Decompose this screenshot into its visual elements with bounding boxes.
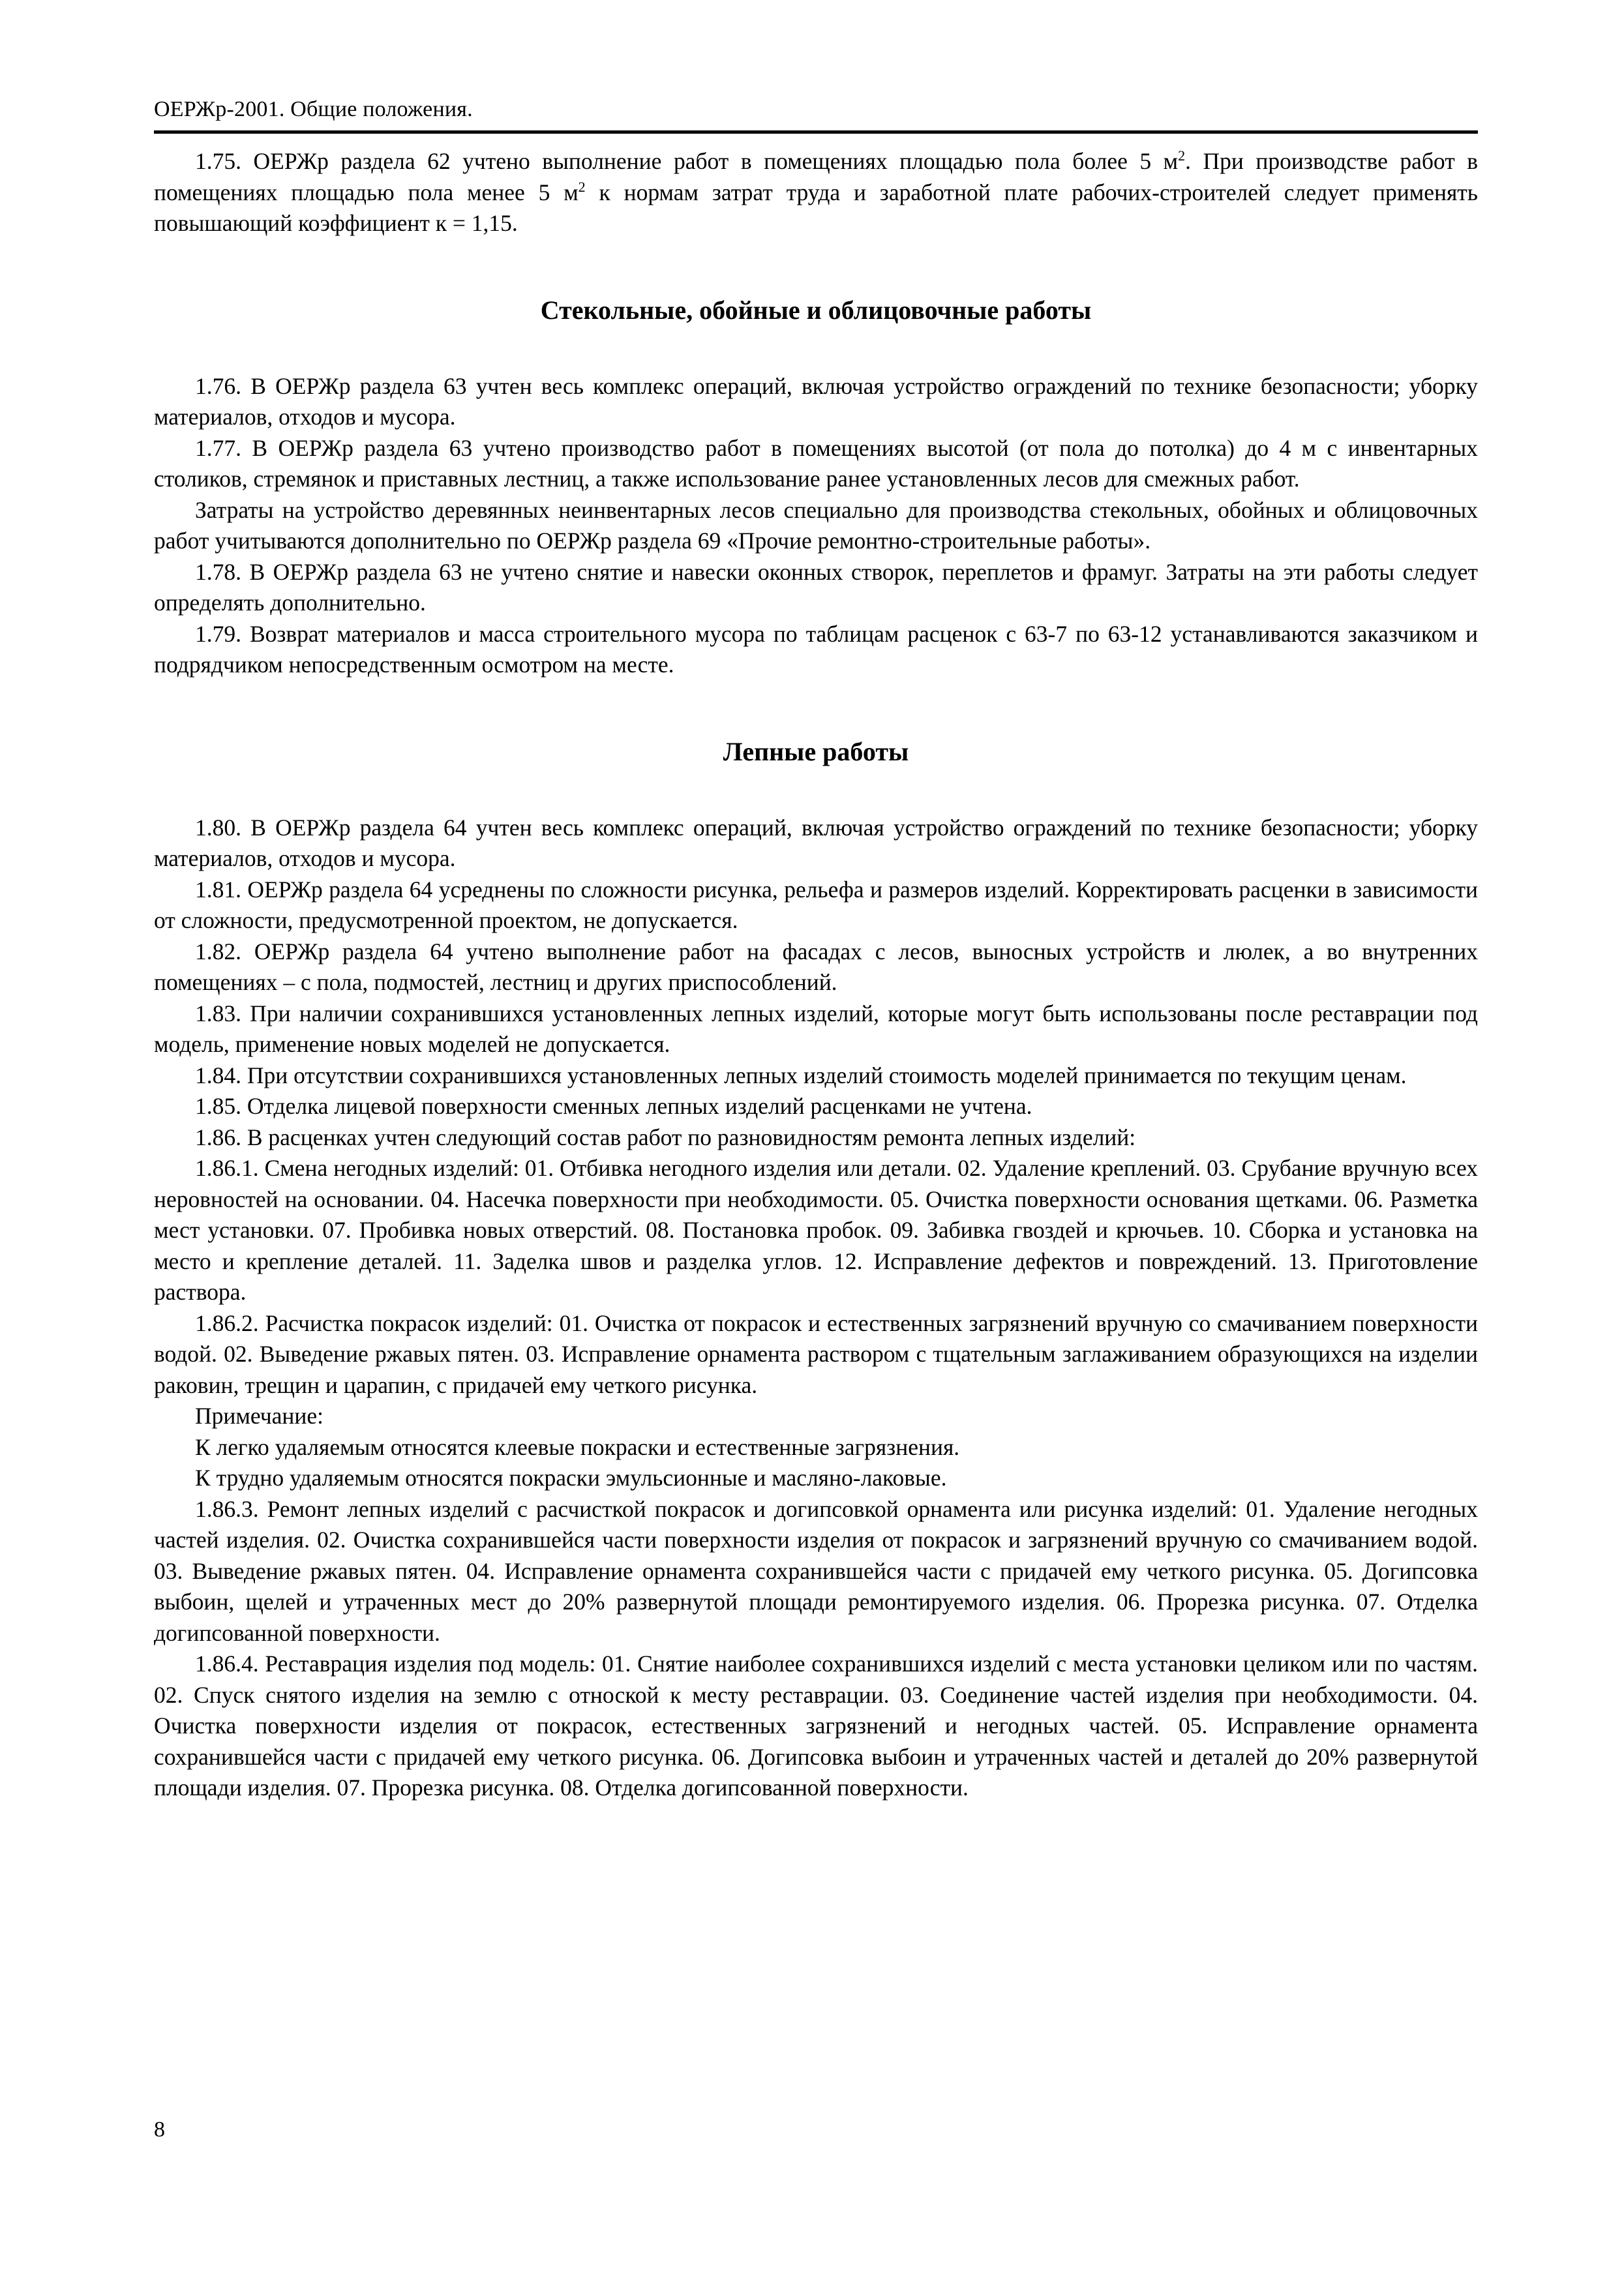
page-body <box>154 146 1478 1804</box>
paragraph-1-85: 1.85. Отделка лицевой поверхности сменных лепных изделий расценками не учтена. <box>195 1093 1032 1119</box>
paragraph-text: к нормам затрат труда и заработной плате рабочих-строителей следует применять повышающий коэффициент к = 1,15. <box>154 179 1478 236</box>
paragraph-1-75 <box>154 146 1478 239</box>
paragraph-1-86-2: 1.86.2. Расчистка покрасок изделий: 01. Очистка от покрасок и естественных загрязнений вручную со смачиванием поверхности водой. 02. Выведение ржавых пятен. 03. Исправление орнамента раствором с тщательным заглаживанием образующихся на изделии раковин, трещин и царапин, с придачей ему четкого рисунка. <box>154 1309 1478 1398</box>
section-heading-molding: Лепные работы <box>723 736 909 766</box>
paragraph-1-86-3: 1.86.3. Ремонт лепных изделий с расчисткой покрасок и догипсовкой орнамента или рисунка изделий: 01. Удаление негодных частей изделия. 02. Очистка сохранившейся части поверхности изделия от покрасок и загрязнений вручную со смачиванием водой. 03. Выведение ржавых пятен. 04. Исправление орнамента сохранившейся части с придачей ему четкого рисунка. 05. Догипсовка выбоин, щелей и утраченных мест до 20% развернутой площади ремонтируемого изделия. 06. Прорезка рисунка. 07. Отделка догипсованной поверхности. <box>154 1495 1478 1646</box>
paragraph-1-79: 1.79. Возврат материалов и масса строительного мусора по таблицам расценок с 63-7 по 63-12 устанавливаются заказчиком и подрядчиком непосредственным осмотром на месте. <box>154 620 1478 678</box>
paragraph-1-86-4: 1.86.4. Реставрация изделия под модель: 01. Снятие наиболее сохранившихся изделий с места установки целиком или по частям. 02. Спуск снятого изделия на землю с отноской к месту реставрации. 03. Соединение частей изделия при необходимости. 04. Очистка поверхности изделия от покрасок, естественных загрязнений и негодных частей. 05. Исправление орнамента сохранившейся части с придачей ему четкого рисунка. 06. Догипсовка выбоин и утраченных частей и деталей до 20% развернутой площади изделия. 07. Прорезка рисунка. 08. Отделка догипсованной поверхности. <box>154 1651 1478 1801</box>
note-hard-removal: К трудно удаляемым относятся покраски эмульсионные и масляно-лаковые. <box>195 1465 947 1491</box>
note-easy-removal: К легко удаляемым относятся клеевые покраски и естественные загрязнения. <box>195 1433 960 1460</box>
paragraph-1-82: 1.82. ОЕРЖр раздела 64 учтено выполнение работ на фасадах с лесов, выносных устройств и люлек, а во внутренних помещениях – с пола, подмостей, лестниц и других приспособлений. <box>154 938 1478 995</box>
paragraph-1-86: 1.86. В расценках учтен следующий состав работ по разновидностям ремонта лепных изделий: <box>195 1124 1136 1150</box>
running-header: ОЕРЖр-2001. Общие положения. <box>154 97 473 121</box>
paragraph-text: . При производстве работ в помещениях площадью пола менее 5 м <box>154 148 1479 205</box>
paragraph-1-83: 1.83. При наличии сохранившихся установленных лепных изделий, которые могут быть использованы после реставрации под модель, применение новых моделей не допускается. <box>154 1000 1478 1057</box>
section-heading-glass-wallpaper-facing: Стекольные, обойные и облицовочные работы <box>540 295 1092 325</box>
paragraph-1-76: 1.76. В ОЕРЖр раздела 63 учтен весь комплекс операций, включая устройство ограждений по технике безопасности; уборку материалов, отходов и мусора. <box>154 372 1478 430</box>
superscript: 2 <box>1178 147 1186 164</box>
paragraph-1-77: 1.77. В ОЕРЖр раздела 63 учтено производство работ в помещениях высотой (от пола до потолка) до 4 м с инвентарных столиков, стремянок и приставных лестниц, а также использование ранее установленных лесов для смежных работ. <box>154 434 1478 492</box>
header-rule <box>154 130 1478 134</box>
page-number: 8 <box>154 2117 165 2142</box>
paragraph-text: 1.75. ОЕРЖр раздела 62 учтено выполнение работ в помещениях площадью пола более 5 м <box>195 148 1179 174</box>
paragraph-scaffold-costs: Затраты на устройство деревянных неинвентарных лесов специально для производства стекольных, обойных и облицовочных работ учитываются дополнительно по ОЕРЖр раздела 69 «Прочие ремонтно-строительные работы». <box>154 496 1478 554</box>
paragraph-1-81: 1.81. ОЕРЖр раздела 64 усреднены по сложности рисунка, рельефа и размеров изделий. Корректировать расценки в зависимости от сложности, предусмотренной проектом, не допускается. <box>154 876 1478 933</box>
superscript: 2 <box>578 178 586 195</box>
paragraph-1-84: 1.84. При отсутствии сохранившихся установленных лепных изделий стоимость моделей принимается по текущим ценам. <box>195 1062 1407 1088</box>
paragraph-1-78: 1.78. В ОЕРЖр раздела 63 не учтено снятие и навески оконных створок, переплетов и фрамуг. Затраты на эти работы следует определять дополнительно. <box>154 558 1478 616</box>
paragraph-1-86-1: 1.86.1. Смена негодных изделий: 01. Отбивка негодного изделия или детали. 02. Удаление креплений. 03. Срубание вручную всех неровностей на основании. 04. Насечка поверхности при необходимости. 05. Очистка поверхности основания щетками. 06. Разметка мест установки. 07. Пробивка новых отверстий. 08. Постановка пробок. 09. Забивка гвоздей и крючьев. 10. Сборка и установка на место и крепление деталей. 11. Заделка швов и разделка углов. 12. Исправление дефектов и повреждений. 13. Приготовление раствора. <box>154 1155 1478 1305</box>
paragraph-1-80: 1.80. В ОЕРЖр раздела 64 учтен весь комплекс операций, включая устройство ограждений по технике безопасности; уборку материалов, отходов и мусора. <box>154 814 1478 871</box>
note-label: Примечание: <box>195 1403 323 1429</box>
